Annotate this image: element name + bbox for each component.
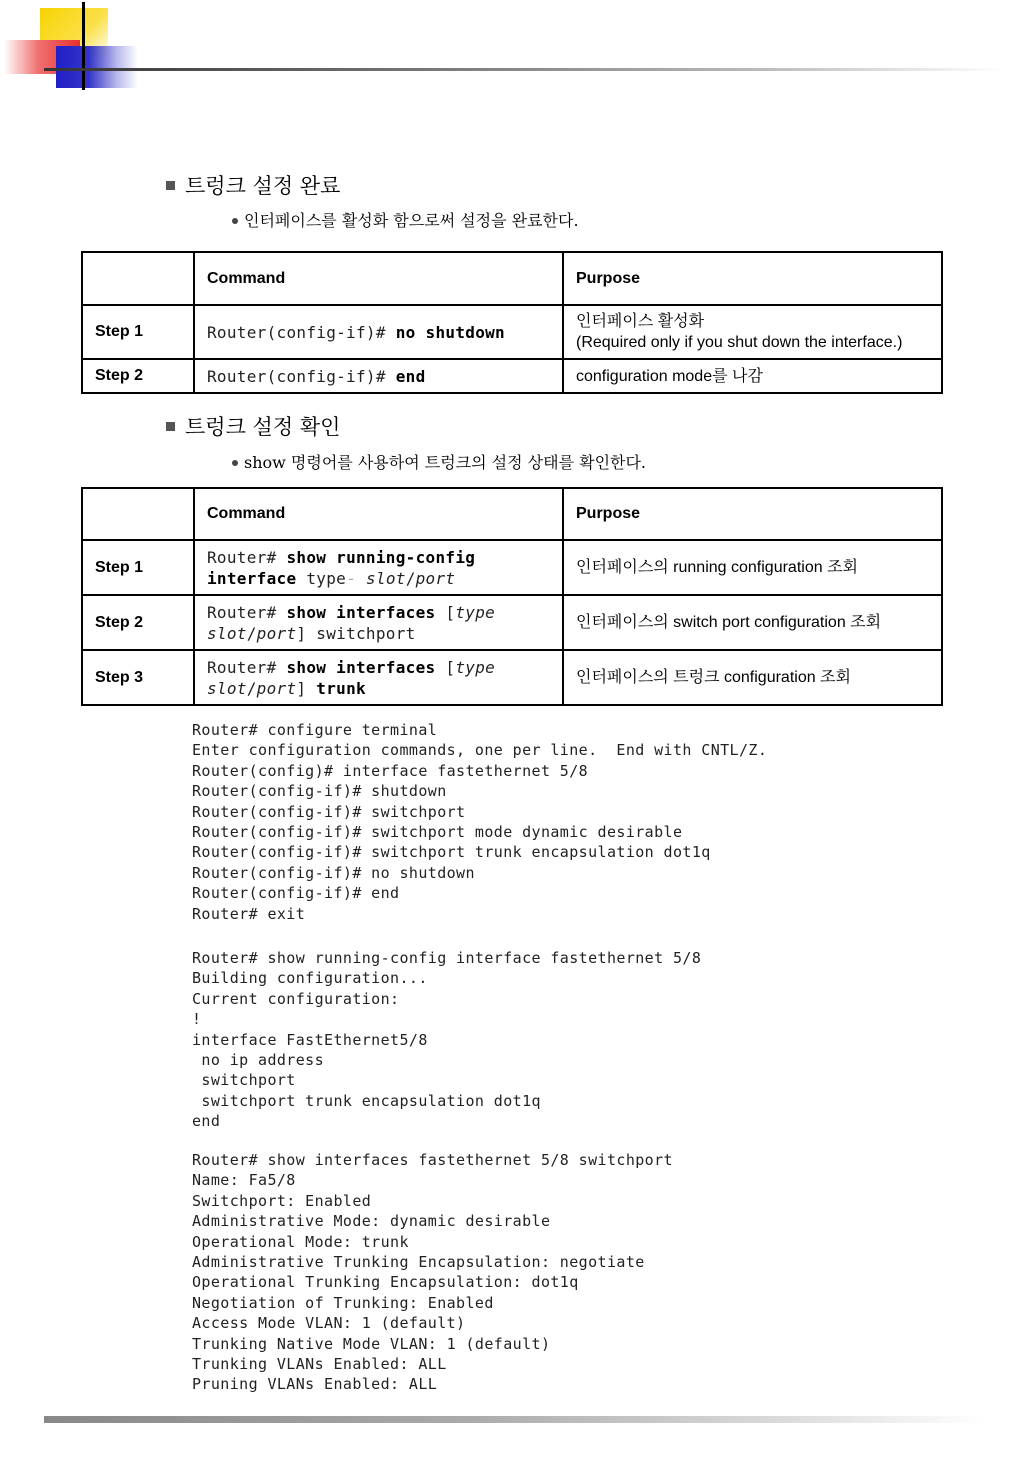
footer-rule [44, 1416, 984, 1423]
step-label: Step 1 [82, 305, 194, 359]
column-header-command: Command [194, 488, 563, 540]
section1-bullet: 인터페이스를 활성화 함으로써 설정을 완료한다. [232, 208, 579, 231]
column-header-purpose: Purpose [563, 488, 942, 540]
step-label: Step 2 [82, 595, 194, 650]
purpose-cell: 인터페이스의 switch port configuration 조회 [563, 595, 942, 650]
code-block-running-config: Router# show running-config interface fastethernet 5/8 Building configuration... Current configuration: ! interface FastEthernet5/8 no ip address switchport switchport trunk encapsulation dot1q end [192, 949, 702, 1131]
purpose-cell: 인터페이스 활성화 (Required only if you shut down the interface.) [563, 305, 942, 359]
command-table-1 [81, 251, 943, 394]
command-cell: Router# show running-config interface type- slot/port [194, 540, 563, 595]
dot-bullet-icon [232, 218, 238, 224]
table-row [82, 540, 942, 595]
step-label: Step 3 [82, 650, 194, 705]
command-cell: Router# show interfaces [type slot/port] trunk [194, 650, 563, 705]
header-deco-vline [82, 2, 85, 90]
column-header-purpose: Purpose [563, 252, 942, 305]
purpose-cell: 인터페이스의 running configuration 조회 [563, 540, 942, 595]
section2-bullet: show 명령어를 사용하여 트렁크의 설정 상태를 확인한다. [232, 450, 646, 473]
command-table-2 [81, 487, 943, 706]
table-header-row [82, 252, 942, 305]
code-block-configure: Router# configure terminal Enter configuration commands, one per line. End with CNTL/Z. Router(config)# interface fastethernet 5/8 Router(config-if)# shutdown Router(config-if)# switchport Router(config-if)# switchport mode dynamic desirable Router(config-if)# switchport trunk encapsulation dot1q Router(config-if)# no shutdown Router(config-if)# end Router# exit [192, 721, 768, 923]
dot-bullet-icon [232, 460, 238, 466]
command-cell: Router(config-if)# end [194, 359, 563, 393]
command-cell: Router(config-if)# no shutdown [194, 305, 563, 359]
step-label: Step 2 [82, 359, 194, 393]
table-header-row [82, 488, 942, 540]
table-row [82, 595, 942, 650]
section2-heading: 트렁크 설정 확인 [166, 411, 340, 441]
table-row [82, 305, 942, 359]
purpose-cell: 인터페이스의 트렁크 configuration 조회 [563, 650, 942, 705]
command-cell: Router# show interfaces [type slot/port] switchport [194, 595, 563, 650]
header-rule [44, 68, 1004, 71]
purpose-cell: configuration mode를 나감 [563, 359, 942, 393]
square-bullet-icon [166, 181, 175, 190]
table-row [82, 650, 942, 705]
step-label: Step 1 [82, 540, 194, 595]
square-bullet-icon [166, 422, 175, 431]
column-header-command: Command [194, 252, 563, 305]
section1-heading: 트렁크 설정 완료 [166, 170, 340, 200]
header-deco-blue [56, 46, 138, 88]
code-block-switchport: Router# show interfaces fastethernet 5/8 switchport Name: Fa5/8 Switchport: Enabled Administrative Mode: dynamic desirable Operational Mode: trunk Administrative Trunking Encapsulation: negotiate Operational Trunking Encapsulation: dot1q Negotiation of Trunking: Enabled Access Mode VLAN: 1 (default) Trunking Native Mode VLAN: 1 (default) Trunking VLANs Enabled: ALL Pruning VLANs Enabled: ALL [192, 1151, 673, 1394]
table-row [82, 359, 942, 393]
